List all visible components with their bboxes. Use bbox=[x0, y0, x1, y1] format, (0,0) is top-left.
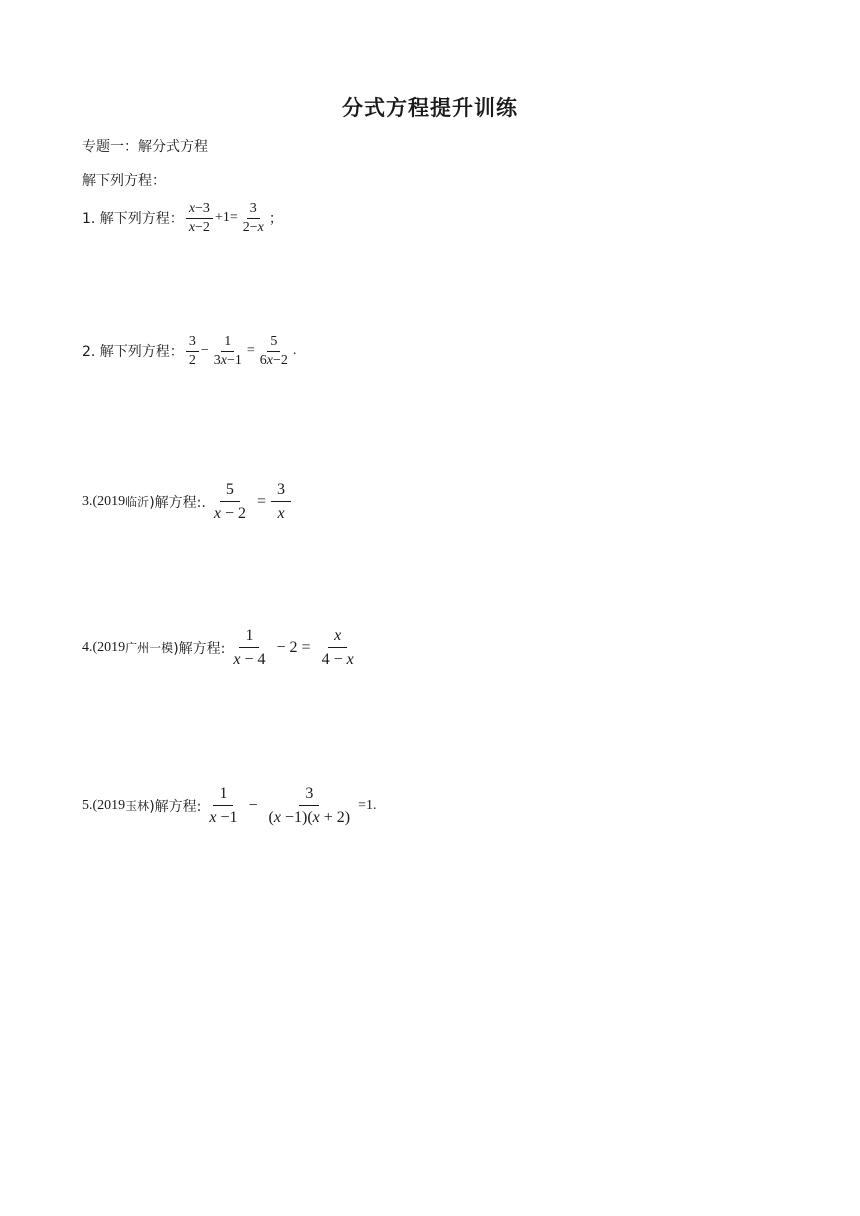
problem-5 bbox=[82, 782, 377, 829]
problem-1-lhs-fraction bbox=[186, 200, 213, 236]
problem-3-rhs-fraction bbox=[271, 478, 291, 525]
problem-1-rhs-fraction bbox=[240, 200, 267, 236]
problem-1-middle: +1= bbox=[214, 210, 238, 225]
problem-5-rhs-fraction bbox=[263, 782, 357, 829]
problem-3-place: 临沂 bbox=[125, 495, 150, 510]
problem-3 bbox=[82, 478, 293, 525]
problem-4-lhs-fraction bbox=[227, 624, 271, 671]
instruction-text: 解下列方程： bbox=[82, 173, 166, 189]
fraction-denominator: 6x−2 bbox=[259, 352, 288, 368]
problem-4-label-post: )解方程: bbox=[173, 640, 226, 657]
fraction-numerator: x−3 bbox=[186, 200, 213, 219]
fraction-denominator: x − 4 bbox=[233, 651, 266, 669]
problem-2-equals: = bbox=[246, 343, 255, 358]
problem-4-rhs-fraction bbox=[316, 624, 360, 671]
fraction-numerator: 3 bbox=[247, 200, 260, 219]
problem-2-fraction-a bbox=[186, 333, 199, 369]
fraction-numerator: 1 bbox=[213, 782, 233, 806]
fraction-numerator: 5 bbox=[267, 333, 280, 352]
fraction-numerator: 1 bbox=[239, 624, 259, 648]
problem-5-place: 玉林 bbox=[125, 799, 150, 814]
problem-4-place: 广州一模 bbox=[125, 641, 174, 656]
fraction-numerator: 3 bbox=[186, 333, 199, 352]
page-title: 分式方程提升训练 bbox=[342, 96, 518, 120]
problem-1-end: ； bbox=[268, 211, 283, 227]
problem-1-label: 1. 解下列方程： bbox=[82, 211, 184, 227]
fraction-denominator: 4 − x bbox=[321, 651, 354, 669]
problem-2-end: . bbox=[292, 343, 297, 358]
fraction-denominator: x bbox=[277, 505, 285, 523]
problem-3-label-pre: 3.(2019 bbox=[82, 493, 126, 509]
section-heading: 专题一：解分式方程 bbox=[82, 139, 208, 155]
fraction-denominator: 2−x bbox=[242, 219, 264, 235]
problem-2 bbox=[82, 333, 296, 369]
problem-3-lhs-fraction bbox=[208, 478, 252, 525]
problem-2-rhs-fraction bbox=[257, 333, 291, 369]
fraction-numerator: x bbox=[328, 624, 347, 648]
problem-4-middle: − 2 = bbox=[276, 638, 311, 656]
problem-5-operator: − bbox=[248, 796, 258, 814]
problem-4 bbox=[82, 624, 362, 671]
problem-1 bbox=[82, 200, 283, 236]
problem-2-label: 2. 解下列方程： bbox=[82, 344, 184, 360]
fraction-denominator: 2 bbox=[188, 352, 196, 368]
fraction-numerator: 1 bbox=[221, 333, 234, 352]
problem-5-label-post: )解方程: bbox=[149, 798, 202, 815]
problem-4-label-pre: 4.(2019 bbox=[82, 639, 126, 655]
problem-5-lhs-fraction bbox=[203, 782, 243, 829]
problem-5-label-pre: 5.(2019 bbox=[82, 797, 126, 813]
fraction-numerator: 5 bbox=[220, 478, 240, 502]
fraction-numerator: 3 bbox=[299, 782, 319, 806]
fraction-numerator: 3 bbox=[271, 478, 291, 502]
fraction-denominator: x −1 bbox=[209, 809, 238, 827]
problem-2-fraction-b bbox=[211, 333, 245, 369]
fraction-denominator: (x −1)(x + 2) bbox=[268, 809, 351, 827]
fraction-denominator: x − 2 bbox=[213, 505, 246, 523]
problem-3-label-post: )解方程:. bbox=[149, 494, 206, 511]
problem-5-end: =1. bbox=[358, 797, 377, 813]
fraction-denominator: x−2 bbox=[188, 219, 210, 235]
fraction-denominator: 3x−1 bbox=[213, 352, 242, 368]
problem-3-equals: = bbox=[256, 492, 266, 510]
problem-2-operator: − bbox=[200, 343, 209, 358]
